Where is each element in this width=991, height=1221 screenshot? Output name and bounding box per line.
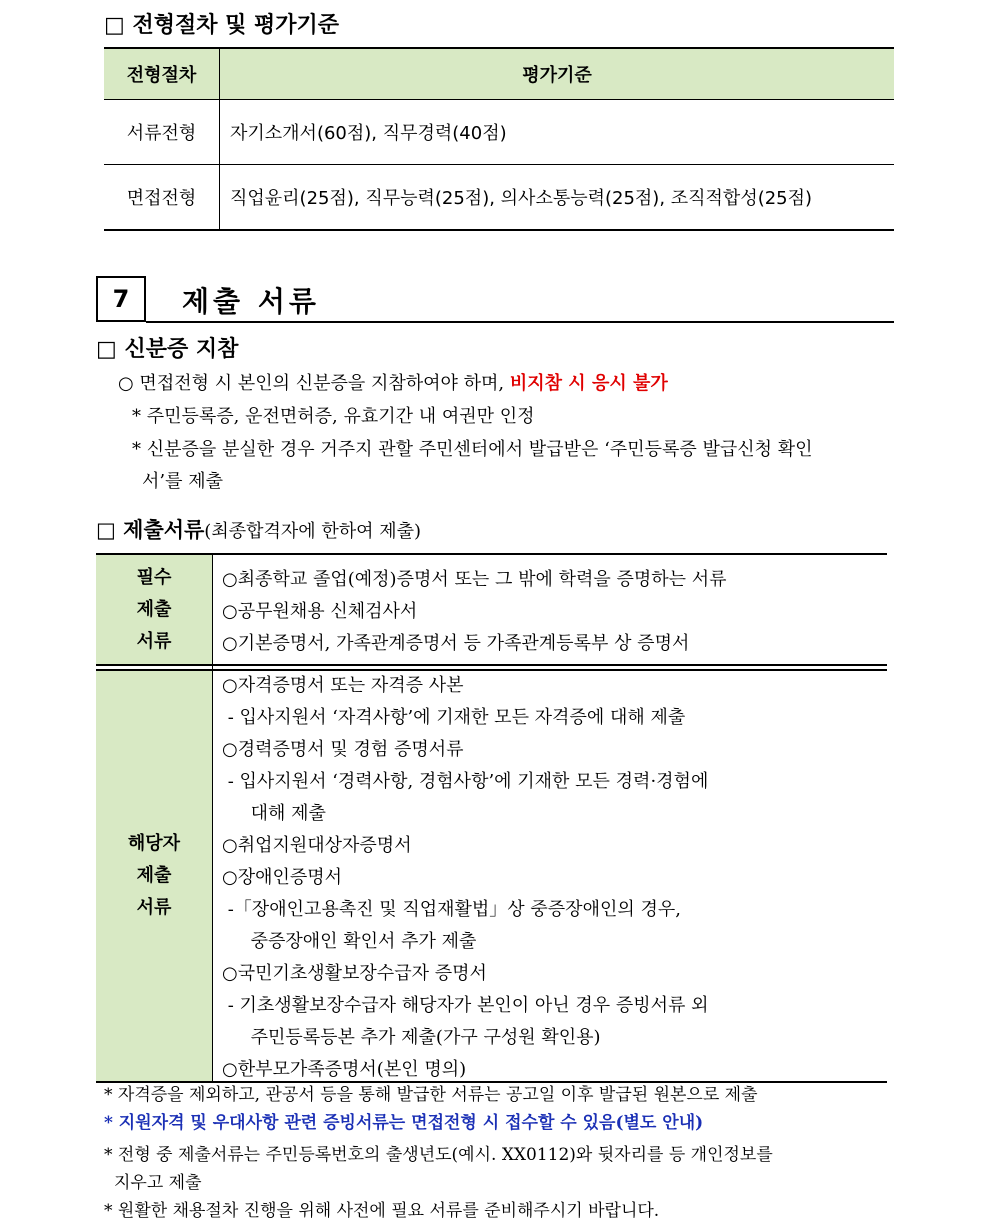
stage-cell: 면접전형 bbox=[104, 165, 220, 231]
footnote-2: * 지원자격 및 우대사항 관련 증빙서류는 면접전형 시 접수할 수 있음(별도 안내) bbox=[104, 1113, 704, 1133]
id-card-note-1: * 주민등록증, 운전면허증, 유효기간 내 여권만 인정 bbox=[132, 406, 535, 427]
list-item: 주민등록등본 추가 제출(가구 구성원 확인용) bbox=[222, 1027, 601, 1048]
documents-heading-main: □ 제출서류 bbox=[96, 518, 205, 542]
category-line: 제출 bbox=[136, 865, 172, 886]
list-item: ○최종학교 졸업(예정)증명서 또는 그 밖에 학력을 증명하는 서류 bbox=[222, 569, 727, 590]
table-top-border bbox=[96, 553, 887, 555]
list-item: ○한부모가족증명서(본인 명의) bbox=[222, 1059, 467, 1080]
table-double-border bbox=[96, 669, 887, 671]
list-item: - 입사지원서 ‘자격사항’에 기재한 모든 자격증에 대해 제출 bbox=[222, 707, 686, 728]
documents-heading-note: (최종합격자에 한하여 제출) bbox=[204, 521, 422, 542]
list-item: ○장애인증명서 bbox=[222, 867, 343, 888]
category-line: 필수 bbox=[136, 566, 172, 588]
footnote-3-cont: 지우고 제출 bbox=[114, 1173, 202, 1193]
documents-table bbox=[96, 553, 887, 1083]
id-card-heading: □ 신분증 지참 bbox=[96, 337, 239, 362]
id-card-emphasis: 비지참 시 응시 불가 bbox=[509, 373, 668, 394]
header-criteria: 평가기준 bbox=[220, 48, 895, 100]
category-line: 제출 bbox=[136, 598, 172, 620]
list-item: 대해 제출 bbox=[222, 803, 326, 824]
footnote-4: * 원활한 채용절차 진행을 위해 사전에 필요 서류를 준비해주시기 바랍니다. bbox=[104, 1201, 660, 1221]
required-category bbox=[96, 555, 212, 664]
list-item: ○경력증명서 및 경험 증명서류 bbox=[222, 739, 464, 760]
category-line: 해당자 bbox=[127, 833, 181, 854]
table-row bbox=[104, 165, 894, 231]
list-item: - 입사지원서 ‘경력사항, 경험사항’에 기재한 모든 경력·경험에 bbox=[222, 771, 709, 792]
criteria-cell: 자기소개서(60점), 직무경력(40점) bbox=[220, 100, 895, 165]
section-title: 제출 서류 bbox=[182, 285, 320, 318]
footnote-3: * 전형 중 제출서류는 주민등록번호의 출생년도(예시. XX0112)와 뒷자리를 등 개인정보를 bbox=[104, 1145, 773, 1165]
table-row bbox=[104, 100, 894, 165]
stage-cell: 서류전형 bbox=[104, 100, 220, 165]
header-stage: 전형절차 bbox=[104, 48, 220, 100]
section-number-box: 7 bbox=[96, 276, 146, 322]
id-card-main-line bbox=[118, 369, 668, 395]
evaluation-table bbox=[104, 47, 894, 231]
table-double-border bbox=[96, 664, 887, 666]
list-item: ○국민기초생활보장수급자 증명서 bbox=[222, 963, 487, 984]
list-item: - 기초생활보장수급자 해당자가 본인이 아닌 경우 증빙서류 외 bbox=[222, 995, 709, 1016]
category-line: 서류 bbox=[136, 897, 172, 918]
list-item: -「장애인고용촉진 및 직업재활법」상 중증장애인의 경우, bbox=[222, 899, 681, 920]
list-item: ○취업지원대상자증명서 bbox=[222, 835, 412, 856]
eval-section-heading: □ 전형절차 및 평가기준 bbox=[104, 13, 340, 38]
list-item: ○자격증명서 또는 자격증 사본 bbox=[222, 675, 464, 696]
list-item: 중증장애인 확인서 추가 제출 bbox=[222, 931, 477, 952]
criteria-cell: 직업윤리(25점), 직무능력(25점), 의사소통능력(25점), 조직적합성(25점) bbox=[220, 165, 895, 231]
list-item: ○공무원채용 신체검사서 bbox=[222, 601, 418, 622]
table-column-divider bbox=[212, 553, 213, 1083]
section-title-underline bbox=[146, 321, 894, 323]
applicable-category bbox=[96, 671, 212, 1081]
table-header-row bbox=[104, 48, 894, 100]
footnote-1: * 자격증을 제외하고, 관공서 등을 통해 발급한 서류는 공고일 이후 발급된 원본으로 제출 bbox=[104, 1085, 758, 1105]
list-item: ○기본증명서, 가족관계증명서 등 가족관계등록부 상 증명서 bbox=[222, 633, 690, 654]
documents-heading bbox=[96, 514, 421, 544]
id-card-main-text: ○ 면접전형 시 본인의 신분증을 지참하여야 하며, bbox=[118, 373, 510, 394]
id-card-note-2-cont: 서’를 제출 bbox=[142, 471, 223, 492]
category-line: 서류 bbox=[136, 630, 172, 652]
id-card-note-2: * 신분증을 분실한 경우 거주지 관할 주민센터에서 발급받은 ‘주민등록증 발급신청 확인 bbox=[132, 439, 813, 460]
